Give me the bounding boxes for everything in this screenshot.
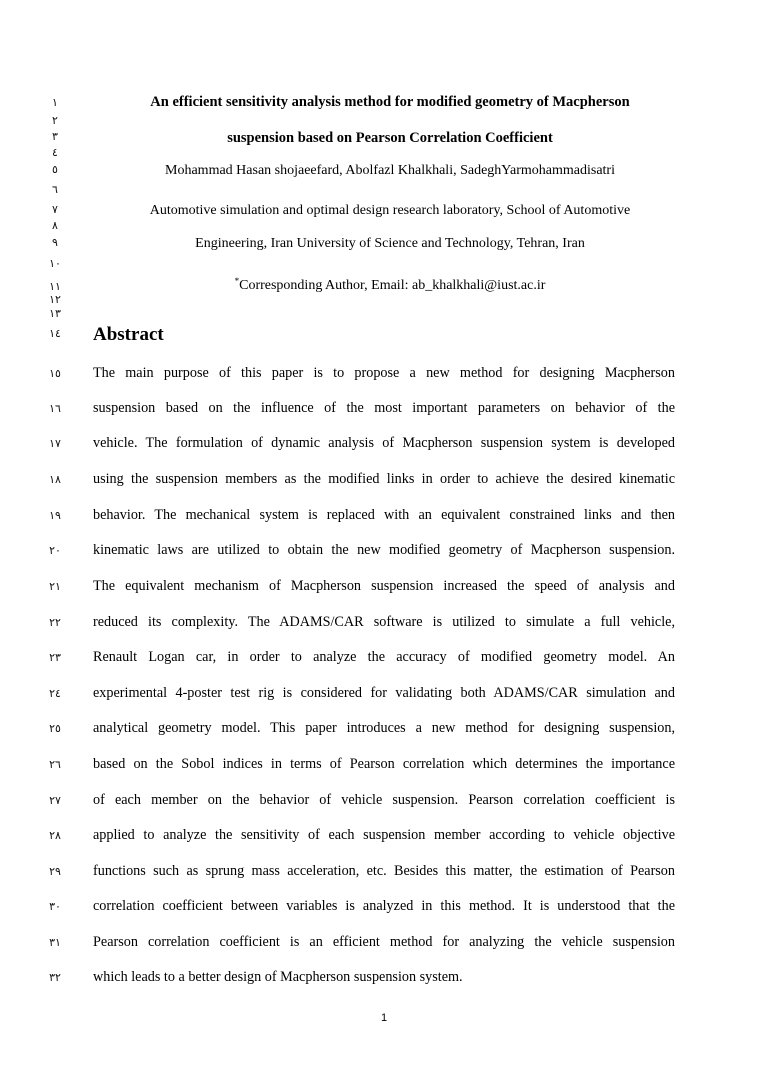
line-number: ٢١ [49,580,61,593]
line-number: ٤ [52,146,58,159]
corresponding-marker: * [234,276,240,286]
abstract-line: kinematic laws are utilized to obtain the new modified geometry of Macpherson suspension. [93,542,675,558]
abstract-line: correlation coefficient between variables is analyzed in this method. It is understood that the [93,898,675,914]
line-number: ١٥ [49,367,61,380]
abstract-line: analytical geometry model. This paper introduces a new method for designing suspension, [93,720,675,736]
line-number: ٣٠ [49,900,61,913]
line-number: ٣١ [49,936,61,949]
line-number: ١٨ [49,473,61,486]
line-number: ١ [52,96,58,109]
line-number: ٢٥ [49,722,61,735]
line-number: ٧ [52,203,58,216]
line-number: ٢٣ [49,651,61,664]
corresponding-text: Corresponding Author, Email: ab_khalkhali@iust.ac.ir [239,278,546,293]
line-number: ٨ [52,219,58,232]
line-number: ٢ [52,114,58,127]
abstract-line: The equivalent mechanism of Macpherson suspension increased the speed of analysis and [93,578,675,594]
abstract-line: based on the Sobol indices in terms of Pearson correlation which determines the importance [93,756,675,772]
abstract-line: using the suspension members as the modified links in order to achieve the desired kinematic [93,471,675,487]
line-number: ١١ [49,280,61,293]
abstract-line: behavior. The mechanical system is replaced with an equivalent constrained links and then [93,507,675,523]
abstract-line: of each member on the behavior of vehicle suspension. Pearson correlation coefficient is [93,792,675,808]
line-number: ٣ [52,130,58,143]
line-number: ٢٦ [49,758,61,771]
abstract-line: The main purpose of this paper is to propose a new method for designing Macpherson [93,365,675,381]
line-number: ١٦ [49,402,61,415]
abstract-line: suspension based on the influence of the most important parameters on behavior of the [93,400,675,416]
line-number: ٢٢ [49,616,61,629]
line-number: ١٩ [49,509,61,522]
line-number: ٥ [52,163,58,176]
abstract-line: experimental 4-poster test rig is considered for validating both ADAMS/CAR simulation and [93,685,675,701]
abstract-line: reduced its complexity. The ADAMS/CAR software is utilized to simulate a full vehicle, [93,614,675,630]
line-number: ٢٧ [49,794,61,807]
line-number: ٢٩ [49,865,61,878]
line-number: ١٤ [49,327,61,340]
abstract-line: functions such as sprung mass acceleration, etc. Besides this matter, the estimation of Pearson [93,863,675,879]
corresponding-author [90,276,690,293]
line-number: ٢٤ [49,687,61,700]
abstract-line: Renault Logan car, in order to analyze the accuracy of modified geometry model. An [93,649,675,665]
abstract-line: Pearson correlation coefficient is an efficient method for analyzing the vehicle suspension [93,934,675,950]
line-number: ٩ [52,236,58,249]
line-number: ١٧ [49,437,61,450]
affiliation-line: Automotive simulation and optimal design research laboratory, School of Automotive [149,203,631,218]
line-number: ٦ [52,183,58,196]
paper-title-line: suspension based on Pearson Correlation Coefficient [227,130,553,146]
affiliation-line: Engineering, Iran University of Science and Technology, Tehran, Iran [195,236,585,251]
line-number: ٢٠ [49,544,61,557]
page-number: 1 [380,1012,388,1024]
abstract-line: vehicle. The formulation of dynamic analysis of Macpherson suspension system is developed [93,435,675,451]
line-number: ١٣ [49,307,61,320]
line-number: ٢٨ [49,829,61,842]
abstract-line: which leads to a better design of Macpherson suspension system. [93,969,463,985]
abstract-line: applied to analyze the sensitivity of each suspension member according to vehicle objective [93,827,675,843]
paper-title-line: An efficient sensitivity analysis method for modified geometry of Macpherson [150,94,630,110]
line-number: ١٠ [49,257,61,270]
line-number: ١٢ [49,293,61,306]
abstract-heading: Abstract [93,324,164,345]
line-number: ٣٢ [49,971,61,984]
author-list: Mohammad Hasan shojaeefard, Abolfazl Khalkhali, SadeghYarmohammadisatri [165,163,615,178]
